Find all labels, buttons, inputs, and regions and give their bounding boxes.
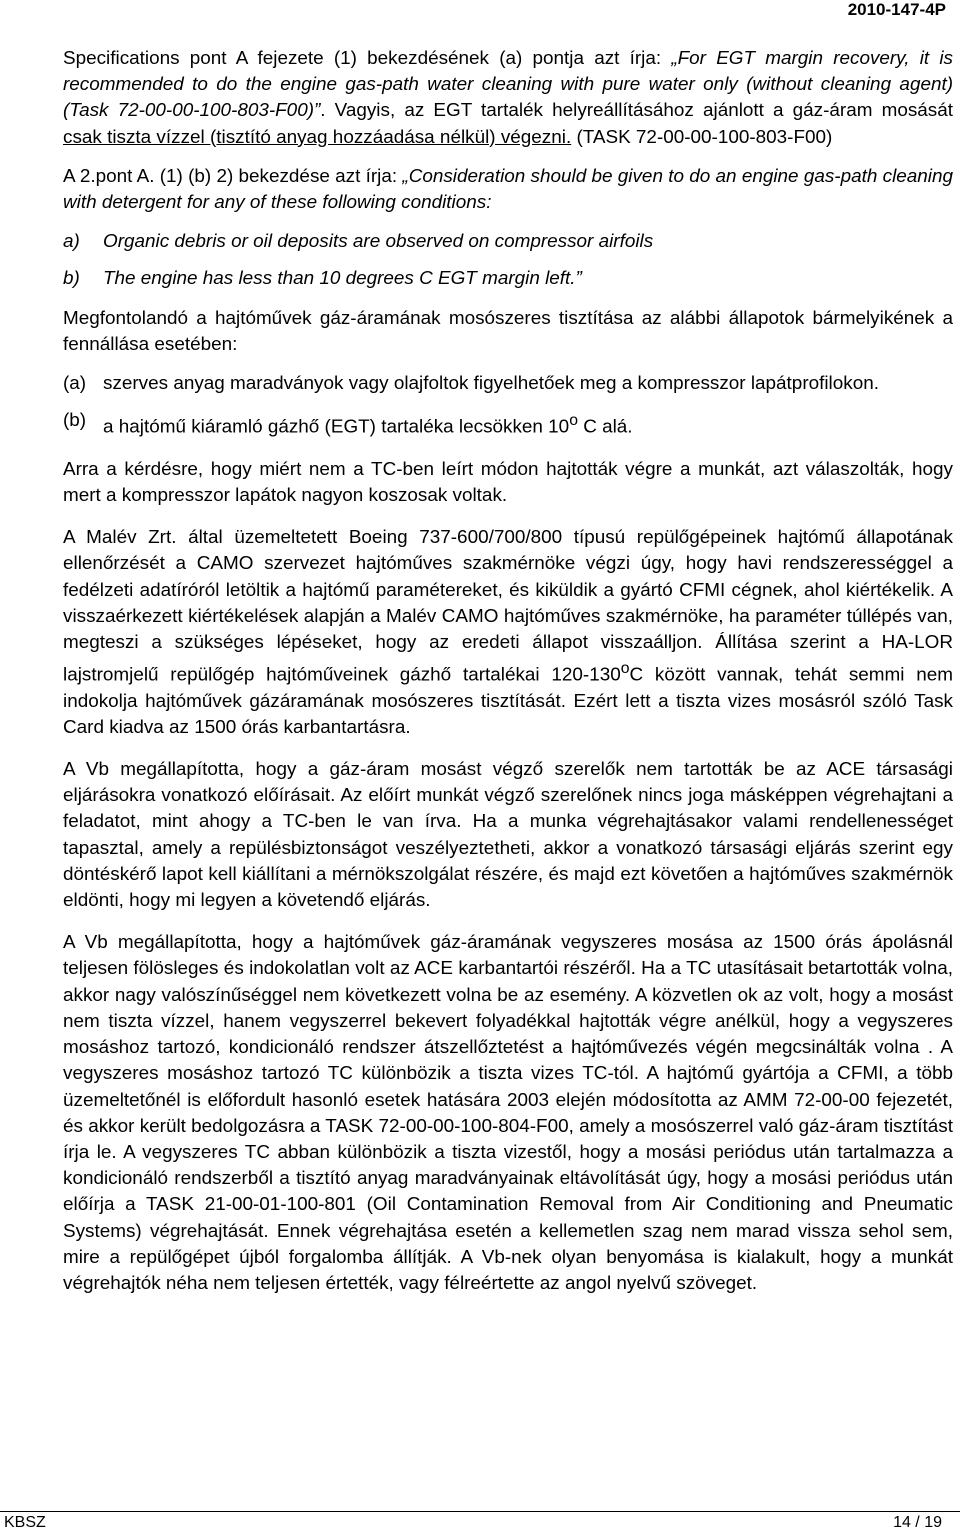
list-marker: (b) xyxy=(63,410,87,432)
list-text: Organic debris or oil deposits are observed on compressor airfoils xyxy=(103,231,654,253)
paragraph-malev xyxy=(63,525,953,741)
text-span: C alá. xyxy=(577,416,633,438)
paragraph-finding-2: A Vb megállapította, hogy a hajtóművek gáz-áramának vegyszeres mosása az 1500 órás ápolásnál teljesen fölösleges és indokolatlan volt az ACE karbantartói részéről. Ha a TC utasításait betartották volna, akkor nagy valószínűséggel nem következett volna be az esemény. A közvetlen ok az volt, hogy a mosást nem tiszta vízzel, hanem vegyszerrel bekevert folyadékkal hajtották végre anélkül, hogy a vegyszeres mosáshoz tartozó, kondicionáló rendszer átszellőztetést a hajtóművezés végén megcsinálták volna . A vegyszeres mosáshoz tartozó TC különbözik a tiszta vizes TC-tól. A hajtómű gyártója a CFMI, a több üzemeltetőnél is előfordult hasonló esetek hatására 2003 elején módosította az AMM 72-00-00 fejezetét, és akkor került bedolgozásra a TASK 72-00-00-100-804-F00, amely a mosószerrel való gáz-áram tisztítást írja le. A vegyszeres TC abban különbözik a tiszta vizestől, hogy a mosási periódus után tartalmazza a kondicionáló rendszerből a tisztító anyag maradványainak eltávolítását úgy, hogy a mosási periódus után előírja a TASK 21-00-01-100-801 (Oil Contamination Removal from Air Conditioning and Pneumatic Systems) végrehajtását. Ennek végrehajtása esetén a kellemetlen szag nem marad vissza sehol sem, mire a repülőgépet újból forgalomba állítják. A Vb-nek olyan benyomása is kialakult, hogy a munkát végrehajtók néha nem teljesen értették, vagy félreértette az angol nyelvű szöveget. xyxy=(63,932,953,1294)
list-item xyxy=(63,371,953,397)
list-item xyxy=(63,229,953,255)
document-id: 2010-147-4P xyxy=(847,0,946,19)
list-marker: b) xyxy=(63,268,80,290)
list-marker: a) xyxy=(63,231,80,253)
text-span: C között vannak, tehát semmi nem indokolja hajtóművek gázáramának mosószeres tisztítását. Ezért lett a tiszta vizes mosásról szóló Task Card kiadva az 1500 órás karbantartásra. xyxy=(63,664,953,738)
list-text xyxy=(103,408,953,441)
paragraph-hungarian-translation: Megfontolandó a hajtóművek gáz-áramának mosószeres tisztítása az alábbi állapotok bármelyikének a fennállása esetében: xyxy=(63,307,953,355)
page-number: 14 / 19 xyxy=(893,1514,942,1531)
list-text: szerves anyag maradványok vagy olajfoltok figyelhetőek meg a kompresszor lapátprofilokon. xyxy=(103,373,879,395)
list-marker: (a) xyxy=(63,373,87,395)
text-span: a hajtómű kiáramló gázhő (EGT) tartaléka lecsökken 10 xyxy=(103,416,570,438)
quote-english: „Consideration should be given to do an engine gas-path cleaning with detergent for any of these following conditions: xyxy=(63,165,953,214)
text-span: (TASK 72-00-00-100-803-F00) xyxy=(571,126,833,148)
document-body xyxy=(63,46,953,1297)
list-item xyxy=(63,266,953,292)
list-text: The engine has less than 10 degrees C EGT margin left.” xyxy=(103,268,582,290)
underlined-text: csak tiszta vízzel (tisztító anyag hozzáadása nélkül) végezni. xyxy=(63,126,572,148)
text-span: Specifications pont A fejezete (1) bekezdésének (a) pontja azt írja: xyxy=(63,48,672,69)
paragraph-section-2 xyxy=(63,164,953,216)
superscript: o xyxy=(569,412,578,430)
footer-organization: KBSZ xyxy=(4,1514,46,1531)
superscript: o xyxy=(620,660,630,678)
text-span: A 2.pont A. (1) (b) 2) bekezdése azt írja: xyxy=(63,165,403,187)
text-span: . Vagyis, az EGT tartalék helyreállításához ajánlott a gáz-áram mosását xyxy=(320,100,953,122)
paragraph-answer: Arra a kérdésre, hogy miért nem a TC-ben leírt módon hajtották végre a munkát, azt válaszolták, hogy mert a kompresszor lapátok nagyon koszosak voltak. xyxy=(63,458,953,506)
footer-divider xyxy=(0,1511,960,1512)
paragraph-finding-1: A Vb megállapította, hogy a gáz-áram mosást végző szerelők nem tartották be az ACE társasági eljárásokra vonatkozó előírásait. Az előírt munkát végző szerelőnek nincs joga másképpen végrehajtani a feladatot, mint ahogy a TC-ben le van írva. Ha a munka végrehajtásakor valami rendellenességet tapasztal, amely a repülésbiztonságot veszélyeztetheti, akkor a vonatkozó társasági eljárás szerint egy döntéskérő lapot kell kiállítani a mérnökszolgálat részére, és majd ezt követően a hajtóműves szakmérnök eldönti, hogy mi legyen a követendő eljárás. xyxy=(63,759,953,912)
text-span: A Malév Zrt. által üzemeltetett Boeing 737-600/700/800 típusú repülőgépeinek hajtómű állapotának ellenőrzését a CAMO szervezet hajtóműves szakmérnöke végzi úgy, hogy havi rendszerességgel a fedélzeti adatíróról letöltik a hajtómű paramétereket, és kiküldik a gyártó CFMI cégnek, ahol kiértékelik. A visszaérkezett kiértékelések alapján a Malév CAMO hajtóműves szakmérnöke, ha paraméter túllépés van, megteszi a szükséges lépéseket, hogy az eredeti állapot visszaálljon. Állítása szerint a HA-LOR lajstromjelű repülőgép hajtóműveinek gázhő tartalékai 120-130 xyxy=(63,527,953,686)
list-item xyxy=(63,408,953,441)
paragraph-specifications xyxy=(63,46,953,151)
quote-english: „For EGT margin recovery, it is recommended to do the engine gas-path water cleaning with pure water only (without cleaning agent) (Task 72-00-00-100-803-F00)” xyxy=(63,48,953,122)
